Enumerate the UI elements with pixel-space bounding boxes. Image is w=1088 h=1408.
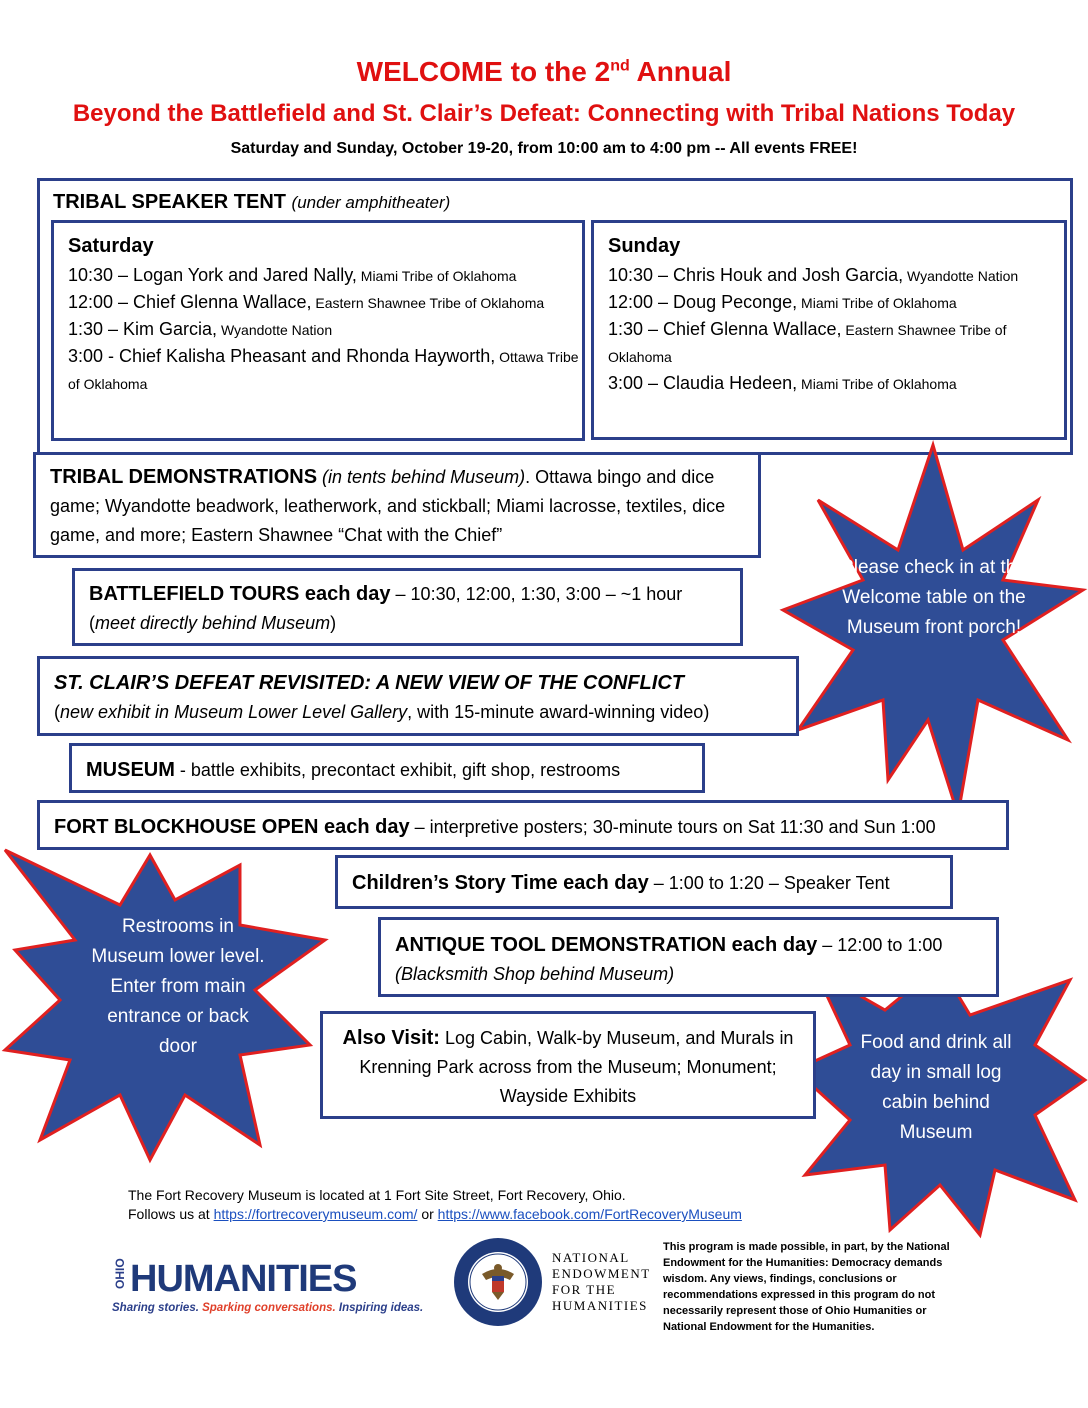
speaker-time-and-name: 3:00 – Claudia Hedeen, bbox=[608, 373, 798, 393]
sunday-schedule-item bbox=[608, 370, 1064, 397]
follow-us: Follows us at https://fortrecoverymuseum.com/ or https://www.facebook.com/FortRecoveryMuseum bbox=[128, 1206, 742, 1222]
blockhouse-text: – interpretive posters; 30-minute tours on Sat 11:30 and Sun 1:00 bbox=[409, 817, 936, 837]
ohio-humanities-logo: OHIO HUMANITIES Sharing stories. Sparking conversations. Inspiring ideas. bbox=[112, 1258, 424, 1314]
saturday-schedule-item bbox=[68, 316, 582, 343]
story-time-text: – 1:00 to 1:20 – Speaker Tent bbox=[648, 873, 890, 893]
speaker-time-and-name: 10:30 – Chris Houk and Josh Garcia, bbox=[608, 265, 904, 285]
website-link[interactable]: https://fortrecoverymuseum.com/ bbox=[213, 1206, 418, 1222]
revisited-note: new exhibit in Museum Lower Level Gallery bbox=[60, 702, 408, 722]
tours-note: meet directly behind Museum bbox=[95, 613, 331, 633]
neh-seal-icon bbox=[452, 1236, 544, 1328]
speaker-time-and-name: 3:00 - Chief Kalisha Pheasant and Rhonda Hayworth, bbox=[68, 346, 496, 366]
revisited-exhibit-box: ST. CLAIR’S DEFEAT REVISITED: A NEW VIEW OF THE CONFLICT (new exhibit in Museum Lower Level Gallery, with 15-minute award-winning video) bbox=[37, 656, 799, 736]
speaker-tribe: Wyandotte Nation bbox=[217, 322, 333, 338]
story-time-box bbox=[335, 855, 953, 909]
antique-tool-box bbox=[378, 917, 999, 997]
museum-address: The Fort Recovery Museum is located at 1 Fort Site Street, Fort Recovery, Ohio. bbox=[128, 1187, 626, 1203]
antique-text: – 12:00 to 1:00 bbox=[817, 935, 943, 955]
welcome-title: WELCOME to the 2nd Annual bbox=[356, 56, 732, 87]
speaker-tribe: Miami Tribe of Oklahoma bbox=[797, 295, 957, 311]
demonstrations-title: TRIBAL DEMONSTRATIONS bbox=[50, 466, 318, 488]
antique-title: ANTIQUE TOOL DEMONSTRATION each day bbox=[395, 934, 818, 956]
sunday-heading: Sunday bbox=[608, 235, 681, 257]
tours-title: BATTLEFIELD TOURS each day bbox=[89, 583, 391, 605]
saturday-schedule-box bbox=[51, 220, 585, 441]
demonstrations-box bbox=[33, 452, 761, 558]
demonstrations-text: . Ottawa bingo and dice game; Wyandotte beadwork, leatherwork, and stickball; Miami lacrosse, textiles, dice game, and more; Eastern Shawnee “Chat with the Chief” bbox=[50, 467, 726, 545]
saturday-schedule-item bbox=[68, 289, 582, 316]
blockhouse-title: FORT BLOCKHOUSE OPEN each day bbox=[54, 816, 410, 838]
also-visit-title: Also Visit: bbox=[342, 1027, 440, 1049]
facebook-link[interactable]: https://www.facebook.com/FortRecoveryMuseum bbox=[437, 1206, 742, 1222]
restrooms-note: Restrooms in Museum lower level. Enter from main entrance or back door bbox=[91, 916, 265, 1057]
speaker-time-and-name: 1:30 – Chief Glenna Wallace, bbox=[608, 319, 842, 339]
story-time-title: Children’s Story Time each day bbox=[352, 872, 649, 894]
speaker-time-and-name: 12:00 – Chief Glenna Wallace, bbox=[68, 292, 312, 312]
saturday-list bbox=[68, 262, 582, 397]
tours-times: – 10:30, 12:00, 1:30, 3:00 – ~1 hour bbox=[390, 584, 683, 604]
sunday-schedule-item bbox=[608, 316, 1064, 370]
also-visit-box bbox=[320, 1011, 816, 1119]
battlefield-tours-box: BATTLEFIELD TOURS each day – 10:30, 12:00, 1:30, 3:00 – ~1 hour (meet directly behind Museum) bbox=[72, 568, 743, 646]
speaker-time-and-name: 10:30 – Logan York and Jared Nally, bbox=[68, 265, 357, 285]
speaker-time-and-name: 12:00 – Doug Peconge, bbox=[608, 292, 798, 312]
humanities-wordmark: HUMANITIES bbox=[130, 1258, 357, 1300]
event-subtitle: Beyond the Battlefield and St. Clair’s Defeat: Connecting with Tribal Nations Today bbox=[72, 100, 1016, 127]
event-dates: Saturday and Sunday, October 19-20, from 10:00 am to 4:00 pm -- All events FREE! bbox=[230, 140, 858, 157]
checkin-note: Please check in at the Welcome table on the Museum front porch! bbox=[841, 557, 1027, 638]
also-visit-text: Log Cabin, Walk-by Museum, and Murals in Krenning Park across from the Museum; Monument; Wayside Exhibits bbox=[359, 1028, 794, 1106]
funding-disclaimer: This program is made possible, in part, by the National Endowment for the Humanities: Democracy demands wisdom. Any views, findings, conclusions or recommendations expressed in this program do not necessarily represent those of Ohio Humanities or National Endowment for the Humanities. bbox=[663, 1241, 950, 1333]
speaker-tribe: Miami Tribe of Oklahoma bbox=[797, 376, 957, 392]
revisited-title: ST. CLAIR’S DEFEAT REVISITED: A NEW VIEW OF THE CONFLICT bbox=[54, 672, 684, 694]
museum-text: - battle exhibits, precontact exhibit, gift shop, restrooms bbox=[174, 760, 621, 780]
speaker-time-and-name: 1:30 – Kim Garcia, bbox=[68, 319, 218, 339]
speaker-tribe: Ottawa Tribe of Oklahoma bbox=[68, 349, 579, 392]
sunday-list bbox=[608, 262, 1064, 397]
speaker-tribe: Wyandotte Nation bbox=[903, 268, 1019, 284]
antique-note: (Blacksmith Shop behind Museum) bbox=[395, 964, 675, 984]
sunday-schedule-item bbox=[608, 262, 1064, 289]
museum-box bbox=[69, 743, 705, 793]
saturday-heading: Saturday bbox=[68, 235, 154, 257]
sunday-schedule-box bbox=[591, 220, 1067, 440]
ohio-humanities-tagline: Sharing stories. Sparking conversations. Inspiring ideas. bbox=[112, 1302, 424, 1314]
speaker-tribe: Eastern Shawnee Tribe of Oklahoma bbox=[608, 322, 1007, 365]
neh-wordmark: NATIONAL ENDOWMENT FOR THE HUMANITIES bbox=[552, 1250, 651, 1313]
demonstrations-location: (in tents behind Museum) bbox=[322, 467, 526, 487]
food-note: Food and drink all day in small log cabin behind Museum bbox=[860, 1032, 1012, 1143]
saturday-schedule-item bbox=[68, 343, 582, 397]
speaker-tribe: Eastern Shawnee Tribe of Oklahoma bbox=[311, 295, 545, 311]
speaker-tent-heading: TRIBAL SPEAKER TENT (under amphitheater) bbox=[53, 191, 451, 213]
speaker-tribe: Miami Tribe of Oklahoma bbox=[356, 268, 517, 284]
sunday-schedule-item bbox=[608, 289, 1064, 316]
blockhouse-box bbox=[37, 800, 1009, 850]
museum-title: MUSEUM bbox=[86, 759, 175, 781]
saturday-schedule-item bbox=[68, 262, 582, 289]
